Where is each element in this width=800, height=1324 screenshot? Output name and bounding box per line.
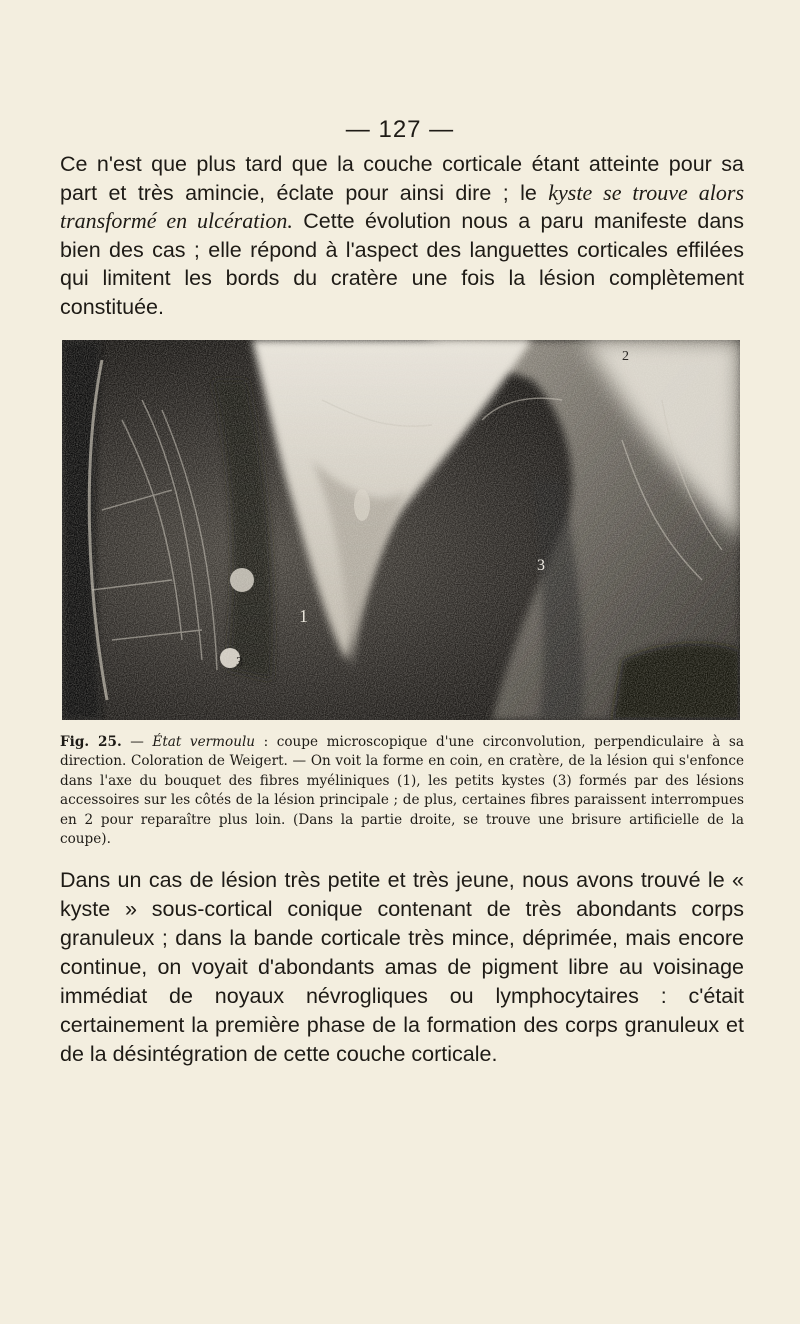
paragraph-1-text-b: Cette évolution nous a paru manifeste dans bien des cas ; elle répond à l'aspect des languettes corticales effilées qui limitent les bords du cratère une fois la lésion complètement constituée. [60, 209, 744, 319]
figure-caption-dash: — [121, 734, 153, 750]
figure-label-2: 2 [622, 349, 629, 364]
paragraph-1-text-a: Ce n'est que plus tard que la couche corticale étant atteinte pour sa part et très amincie, éclate pour ainsi dire ; le [60, 152, 744, 205]
paragraph-2: Dans un cas de lésion très petite et très jeune, nous avons trouvé le « kyste » sous-cortical conique contenant de très abondants corps granuleux ; dans la bande corticale très mince, déprimée, mais encore continue, on voyait d'abondants amas de pigment libre au voisinage immédiat de noyaux névrogliques ou lymphocytaires : c'était certainement la première phase de la formation des corps granuleux et de la désintégration de cette couche corticale. [60, 868, 744, 1066]
microscopy-figure [62, 340, 740, 720]
figure-label-3-left: 3 [236, 655, 243, 670]
figure-caption [60, 733, 744, 849]
paragraph-1 [60, 150, 744, 321]
figure-caption-label: Fig. 25. [60, 734, 122, 750]
figure-caption-title: État vermoulu [152, 734, 256, 750]
figure-label-3-right: 3 [537, 557, 545, 574]
paragraph-1-italic: kyste se trouve alors transformé en ulcération. [60, 179, 745, 233]
page-number: — 127 — [345, 116, 455, 143]
figure-label-1: 1 [299, 606, 308, 626]
microscopy-image [62, 340, 740, 720]
figure-caption-text: : coupe microscopique d'une circonvolution, perpendiculaire à sa direction. Coloration de Weigert. — On voit la forme en coin, en cratère, de la lésion qui s'enfonce dans l'axe du bouquet des fibres myéliniques (1), les petits kystes (3) formés par des lésions accessoires sur les côtés de la lésion principale ; de plus, certaines fibres paraissent interrompues en 2 pour reparaître plus loin. (Dans la partie droite, se trouve une brisure artificielle de la coupe). [60, 734, 744, 848]
